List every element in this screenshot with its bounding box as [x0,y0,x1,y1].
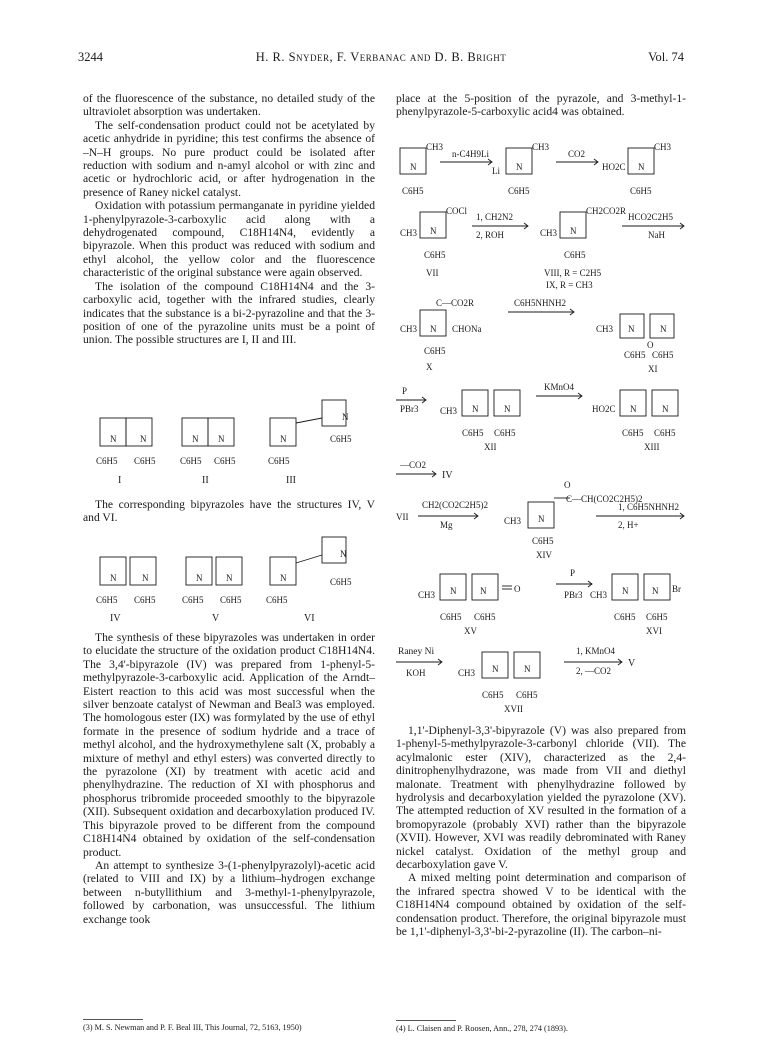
phenyl-label: C6H5 [494,428,516,438]
compound-label-x: X [426,362,433,372]
step-alcohol: 2, ROH [476,230,505,240]
right-paragraph-2: 1,1'-Diphenyl-3,3'-bipyrazole (V) was also prepared from 1-phenyl-5-methylpyrazole-3-carbonyl chloride (VII). The acylmalonic ester (XIV), characterized as the 2,4-dinitrophenylhydrazone, was made from VII and diethyl malonate. Treatment with phenylhydrazine followed by hydrolysis and decarboxylation yielded the pyrazolone (XV). The attempted reduction of XV resulted in the formation of a bromopyrazole (probably XVI) rather than the bipyrazole (XVII). However, XVI was readily debrominated with Raney nickel catalyst. Oxidation of the methyl group and decarboxylation gave V. [396,724,686,872]
phenyl-label: C6H5 [508,186,530,196]
phenyl-label: C6H5 [268,456,290,466]
phenyl-label: C6H5 [462,428,484,438]
atom-n: N [630,404,637,414]
product-v: V [628,658,636,669]
structures-i-ii-iii [90,398,380,493]
atom-n: N [280,573,287,583]
atom-n: N [110,434,117,444]
ester-label: CH2CO2R [586,206,627,216]
phenyl-label: C6H5 [424,346,446,356]
structure-label-i: I [118,475,122,486]
atom-n: N [660,324,667,334]
scheme-malonate [396,480,686,562]
volume-label: Vol. 74 [648,50,684,64]
phenyl-label: C6H5 [652,350,674,360]
compound-label-xi: XI [648,364,658,374]
phenyl-label: C6H5 [654,428,676,438]
left-column-bottom [83,631,375,926]
atom-n: N [524,664,531,674]
methyl-label: CH3 [532,142,550,152]
atom-n: N [342,412,349,422]
compound-label-xvi: XVI [646,626,662,636]
phenyl-label: C6H5 [330,434,352,444]
atom-n: N [280,434,287,444]
atom-n: N [570,226,577,236]
footnote-4: (4) L. Claisen and P. Roosen, Ann., 278, 274 (1893). [396,1024,568,1033]
methyl-label: CH3 [440,406,458,416]
left-column-top [83,92,375,347]
reagent-pbr3: PBr3 [400,404,419,414]
step-kmno4: 1, KMnO4 [576,646,616,656]
atom-n: N [110,573,117,583]
reactant-vii: VII [396,512,409,522]
phenyl-label: C6H5 [516,690,538,700]
methyl-label: CH3 [590,590,608,600]
right-column-bottom [396,724,686,939]
left-paragraph-5: The corresponding bipyrazoles have the structures IV, V and VI. [83,498,375,525]
reagent-ethyl-formate: HCO2C2H5 [628,212,674,222]
phenyl-label: C6H5 [622,428,644,438]
footnote-rule [396,1020,456,1021]
phenyl-label: C6H5 [440,612,462,622]
scheme-reduction-oxidation [396,380,686,460]
atom-n: N [480,586,487,596]
atom-n: N [430,226,437,236]
methyl-label: CH3 [458,668,476,678]
phenyl-label: C6H5 [214,456,236,466]
atom-n: N [410,162,417,172]
oxygen-label: O [514,584,521,594]
product-iv: IV [442,470,453,481]
reagent-phosphorus: P [402,386,408,396]
atom-n: N [622,586,629,596]
phenyl-label: C6H5 [624,350,646,360]
footnote-rule [83,1019,143,1020]
phenyl-label: C6H5 [424,250,446,260]
footnote-3: (3) M. S. Newman and P. F. Beal III, This Journal, 72, 5163, 1950) [83,1023,302,1032]
reagent-koh: KOH [406,668,426,678]
structure-label-iii: III [286,475,296,486]
phenyl-label: C6H5 [330,577,352,587]
methyl-label: CH3 [400,324,418,334]
oxygen-label: O [564,480,571,490]
acyl-chloride-label: COCl [446,206,468,216]
reagent-nah: NaH [648,230,665,240]
phenyl-label: C6H5 [646,612,668,622]
step-phenylhydrazine: 1, C6H5NHNH2 [618,502,680,512]
methyl-label: CH3 [426,142,444,152]
left-column-mid [83,498,375,525]
step-decarboxylation: 2, —CO2 [576,666,612,676]
atom-n: N [140,434,147,444]
methyl-label: CH3 [654,142,672,152]
phenyl-label: C6H5 [96,456,118,466]
methyl-label: CH3 [418,590,436,600]
scheme-arndt-eistert [396,202,686,292]
atom-n: N [218,434,225,444]
scheme-pyrazolone [396,296,686,378]
step-diazomethane: 1, CH2N2 [476,212,514,222]
page-header [78,50,684,68]
atom-n: N [504,404,511,414]
scheme-decarboxylation [396,458,496,486]
compound-label-ix: IX, R = CH3 [546,280,593,290]
carboxyl-label: HO2C [592,404,616,414]
compound-label-xiv: XIV [536,550,552,560]
atom-n: N [430,324,437,334]
compound-label-vii: VII [426,268,439,278]
methyl-label: CH3 [596,324,614,334]
bromine-label: Br [672,584,681,594]
methyl-label: CH3 [540,228,558,238]
reagent-raney-nickel: Raney Ni [398,647,435,657]
running-authors: H. R. Snyder, F. Verbanac and D. B. Bright [255,50,507,64]
atom-n: N [472,404,479,414]
right-paragraph-3: A mixed melting point determination and comparison of the infrared spectra showed V to be identical with the C18H14N4 compound obtained by oxidation of the self-condensation product. Therefore, the original bipyrazole must be 1,1'-diphenyl-3,3'-bi-2-pyrazoline (II). The carbon–ni- [396,871,686,939]
phenyl-label: C6H5 [564,250,586,260]
left-paragraph-6: The synthesis of these bipyrazoles was undertaken in order to elucidate the structure of the oxidation product C18H14N4. The 3,4'-bipyrazole (IV) was prepared from 1-phenyl-5-methylpyrazole-3-carboxylic acid. Application of the Arndt–Eistert reaction to this acid was most successful when the silver benzoate catalyst of Newman and Beal3 was employed. The homologous ester (IX) was formylated by the use of ethyl formate in the presence of sodium hydride and a trace of methyl alcohol, and the hydroxymethylene salt (X, probably a mixture of methyl and ethyl esters) was converted directly to the pyrazolone (XI) by treatment with acetic acid and phenylhydrazine. The reduction of XI with phosphorus and phosphorus tribromide proceeded smoothly to the bipyrazole (XII). Subsequent oxidation and decarboxylation produced IV. This bipyrazole proved to be different from the compound C18H14N4 obtained by oxidation of the self-condensation product. [83,631,375,859]
right-column-top [396,92,686,119]
phenyl-label: C6H5 [220,595,242,605]
phenyl-label: C6H5 [474,612,496,622]
phenyl-label: C6H5 [614,612,636,622]
compound-label-xiii: XIII [644,442,660,452]
atom-n: N [538,514,545,524]
phenyl-label: C6H5 [266,595,288,605]
reagent-magnesium: Mg [440,520,453,530]
oxygen-label: O [647,340,654,350]
structures-iv-v-vi [90,535,380,627]
structure-label-ii: II [202,475,209,486]
structure-label-iv: IV [110,613,121,624]
atom-n: N [192,434,199,444]
atom-n: N [450,586,457,596]
lithium-label: Li [492,166,500,176]
scheme-bromination [396,562,686,638]
compound-label-xvii: XVII [504,704,523,714]
acylmalonate-group: C—CH(CO2C2H5)2 [566,494,643,504]
scheme-debromination [396,640,686,720]
compound-label-xv: XV [464,626,477,636]
structure-label-vi: VI [304,613,315,624]
phenyl-label: C6H5 [134,595,156,605]
compound-label-xii: XII [484,442,497,452]
reagent-diethyl-malonate: CH2(CO2C2H5)2 [422,500,489,510]
phenyl-label: C6H5 [482,690,504,700]
compound-label-viii: VIII, R = C2H5 [544,268,602,278]
atom-n: N [340,549,347,559]
atom-n: N [226,573,233,583]
ester-label: C—CO2R [436,298,475,308]
reagent-kmno4: KMnO4 [544,382,575,392]
phenyl-label: C6H5 [182,595,204,605]
carboxyl-label: HO2C [602,162,626,172]
phenyl-label: C6H5 [134,456,156,466]
phenyl-label: C6H5 [180,456,202,466]
atom-n: N [652,586,659,596]
phenyl-label: C6H5 [630,186,652,196]
reagent-phenylhydrazine: C6H5NHNH2 [514,298,567,308]
methyl-label: CH3 [504,516,522,526]
left-paragraph-2: The self-condensation product could not be acetylated by acetic anhydride in pyridine; this test confirms the absence of –N–H groups. No pure product could be isolated after reduction with sodium and n-amyl alcohol or with zinc and acetic or hydrochloric acid, or after hydrogenation in the presence of Raney nickel catalyst. [83,118,375,199]
page-number: 3244 [78,50,103,64]
atom-n: N [492,664,499,674]
atom-n: N [516,162,523,172]
atom-n: N [638,162,645,172]
atom-n: N [628,324,635,334]
left-paragraph-1: of the fluorescence of the substance, no detailed study of the ultraviolet absorption was undertaken. [83,92,375,119]
reagent-pbr3: PBr3 [564,590,583,600]
sodium-salt-label: CHONa [452,324,482,334]
atom-n: N [142,573,149,583]
left-paragraph-4: The isolation of the compound C18H14N4 and the 3-carboxylic acid, together with the infrared studies, clearly indicates that the substance is a bi-2-pyrazoline and that the 3-position of one of the pyrazoline units must be a point of union. The possible structures are I, II and III. [83,279,375,347]
phenyl-label: C6H5 [532,536,554,546]
right-paragraph-1: place at the 5-position of the pyrazole, and 3-methyl-1-phenylpyrazole-5-carboxylic acid4 was obtained. [396,92,686,119]
left-paragraph-7: An attempt to synthesize 3-(1-phenylpyrazolyl)-acetic acid (related to VIII and IX) by a lithium–hydrogen exchange between n-butyllithium and 3-methyl-1-phenylpyrazole, followed by carbonation, was unsuccessful. The lithium exchange took [83,858,375,926]
phenyl-label: C6H5 [96,595,118,605]
structure-label-v: V [212,613,220,624]
atom-n: N [662,404,669,414]
step-acid: 2, H+ [618,520,639,530]
phenyl-label: C6H5 [402,186,424,196]
atom-n: N [196,573,203,583]
methyl-label: CH3 [400,228,418,238]
reagent-co2: CO2 [568,149,586,159]
step-decarboxylation: —CO2 [400,460,427,470]
reagent-butyllithium: n-C4H9Li [452,149,489,159]
reagent-phosphorus: P [570,568,576,578]
left-paragraph-3: Oxidation with potassium permanganate in pyridine yielded 1-phenylpyrazole-3-carboxylic acid along with a dehydrogenated compound, C18H14N4, evidently a bipyrazole. When this product was reduced with sodium and ethyl alcohol, the yellow color and the fluorescence characteristic of the original substance were again observed. [83,199,375,280]
scheme-lithiation [396,140,686,202]
